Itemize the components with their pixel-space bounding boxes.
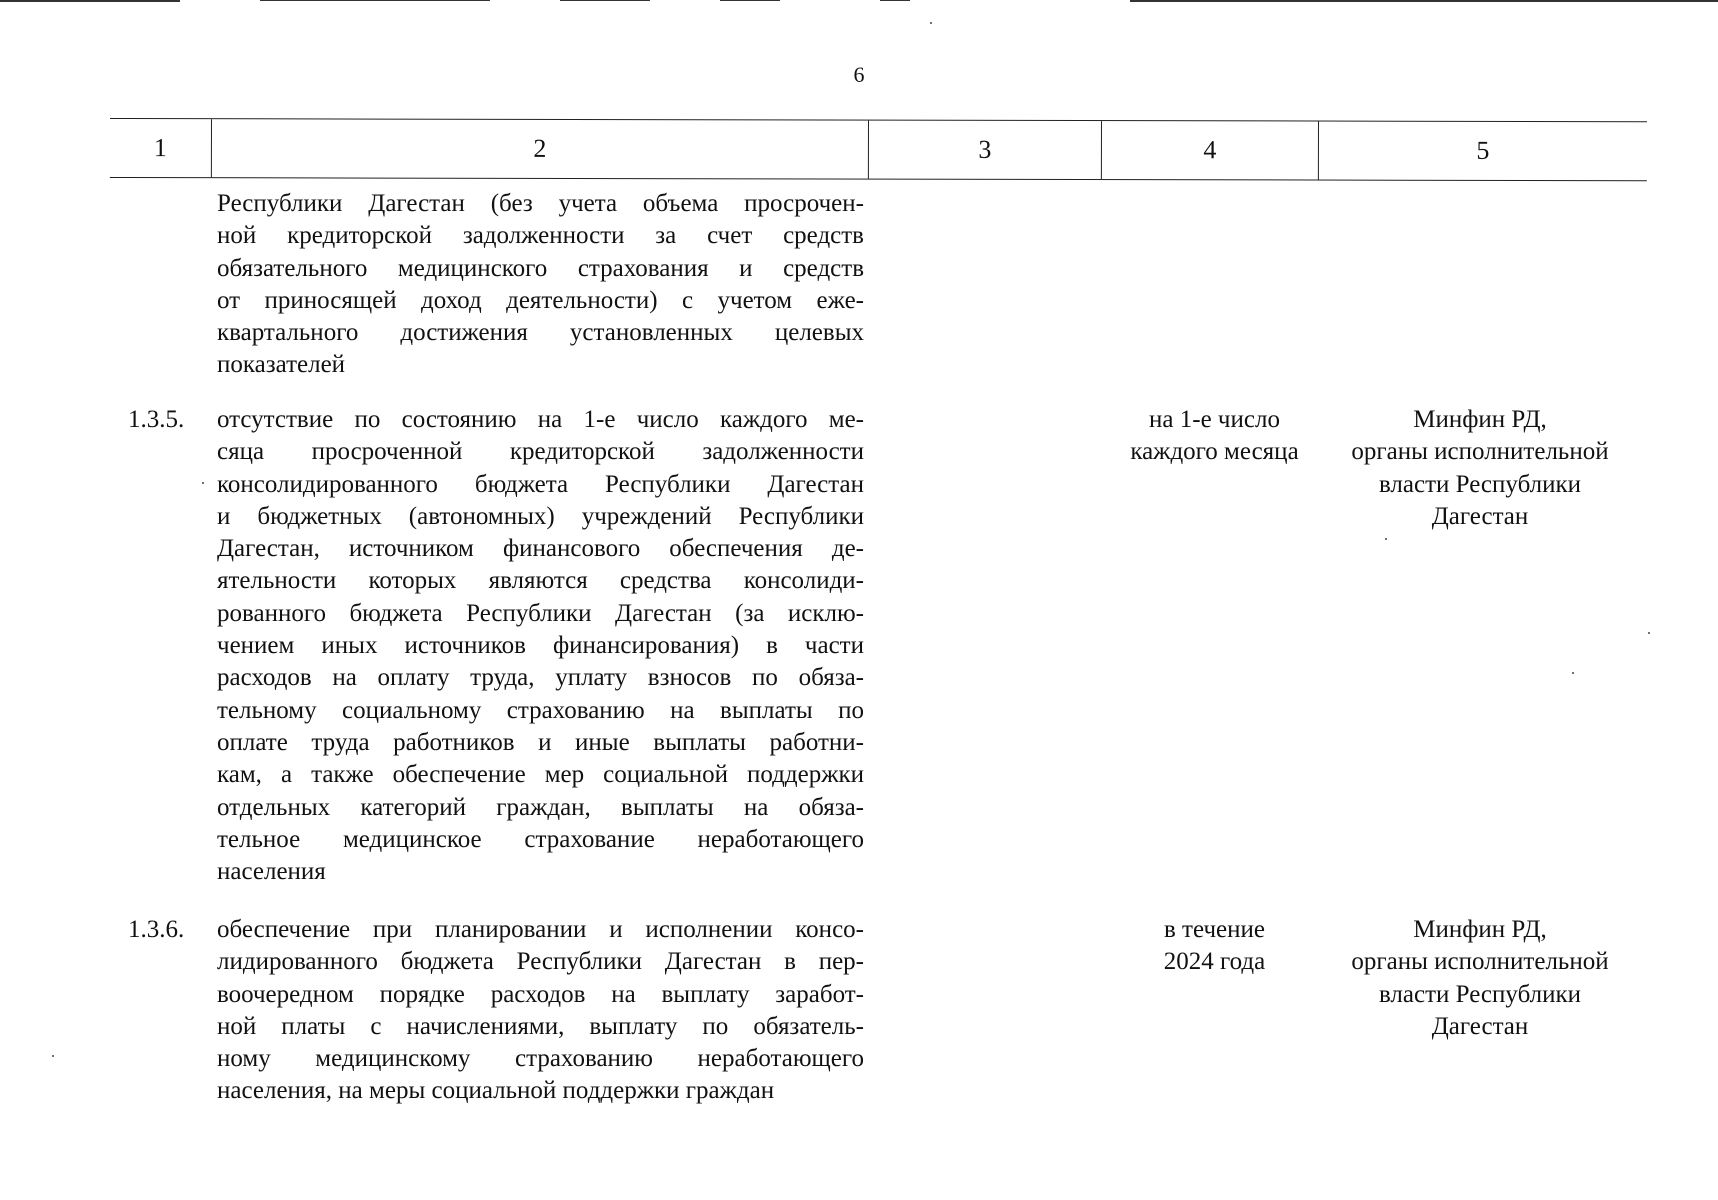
description-line: Республики Дагестан (без учета объема просрочен- xyxy=(217,190,864,217)
scan-artifact-line xyxy=(720,0,780,1)
header-col-1: 1 xyxy=(110,119,212,177)
responsible-line: Дагестан xyxy=(1431,1012,1529,1040)
description-line: населения, на меры социальной поддержки граждан xyxy=(217,1077,775,1105)
responsible-line: Дагестан xyxy=(1431,502,1529,530)
responsible-line: Минфин РД, xyxy=(1413,406,1547,433)
row-responsible xyxy=(1321,914,1639,1043)
description-line: населения xyxy=(217,858,326,886)
responsible-line: власти Республики xyxy=(1378,470,1582,498)
description-line: Дагестан, источником финансового обеспечения де- xyxy=(217,535,864,563)
description-line: лидированного бюджета Республики Дагестан в пер- xyxy=(217,948,864,976)
header-col-5: 5 xyxy=(1476,135,1490,165)
description-line: чением иных источников финансирования) в части xyxy=(217,632,864,660)
scan-speck xyxy=(1648,632,1650,634)
responsible-line: Минфин РД, xyxy=(1413,916,1547,943)
row-number: 1.3.6. xyxy=(128,916,185,943)
description-line: ному медицинскому страхованию неработающего xyxy=(217,1045,864,1073)
description-line: рованного бюджета Республики Дагестан (за исклю- xyxy=(217,599,864,627)
description-line: ятельности которых являются средства консолиди- xyxy=(217,567,864,595)
description-line: тельное медицинское страхование неработающего xyxy=(217,825,864,853)
description-line: обязательного медицинского страхования и средств xyxy=(217,254,864,282)
term-line: на 1-е число xyxy=(1149,406,1280,433)
row-term xyxy=(1110,404,1319,469)
scan-speck xyxy=(52,1055,54,1057)
description-line: и бюджетных (автономных) учреждений Республики xyxy=(217,502,864,530)
responsible-line: органы исполнительной xyxy=(1351,948,1609,976)
description-line: тельному социальному страхованию на выплаты по xyxy=(217,696,864,724)
description-line: консолидированного бюджета Республики Дагестан xyxy=(217,470,864,498)
description-line: ной кредиторской задолженности за счет средств xyxy=(217,222,864,250)
responsible-line: органы исполнительной xyxy=(1351,438,1609,466)
header-col-4: 4 xyxy=(1102,121,1319,179)
responsible-line: власти Республики xyxy=(1378,980,1582,1008)
scan-speck xyxy=(930,22,932,24)
row-description xyxy=(217,914,864,1108)
scan-artifact-line xyxy=(560,0,650,1)
scan-artifact-line xyxy=(1130,0,1718,2)
table-header xyxy=(110,118,1647,181)
scan-artifact-line xyxy=(0,0,180,2)
term-line: каждого месяца xyxy=(1130,438,1299,466)
description-line: отсутствие по состоянию на 1-е число каждого ме- xyxy=(217,406,864,433)
row-description xyxy=(217,404,864,888)
header-col-3: 3 xyxy=(869,121,1102,179)
description-line: расходов на оплату труда, уплату взносов по обяза- xyxy=(217,664,864,692)
description-line: кам, а также обеспечение мер социальной поддержки xyxy=(217,761,864,789)
row-responsible xyxy=(1321,404,1639,533)
description-line: показателей xyxy=(217,351,346,379)
term-line: в течение xyxy=(1164,916,1265,943)
description-line: от приносящей доход деятельности) с учетом еже- xyxy=(217,286,864,314)
row-description xyxy=(217,188,864,382)
description-line: ной платы с начислениями, выплату по обязатель- xyxy=(217,1012,864,1040)
row-term xyxy=(1110,914,1319,979)
term-line: 2024 года xyxy=(1163,948,1266,976)
scan-speck xyxy=(202,482,204,484)
scan-speck xyxy=(1572,672,1574,674)
description-line: квартального достижения установленных целевых xyxy=(217,319,864,347)
description-line: сяца просроченной кредиторской задолженности xyxy=(217,438,864,466)
scan-artifact-line xyxy=(880,0,910,1)
scan-artifact-line xyxy=(260,0,490,1)
description-line: обеспечение при планировании и исполнении консо- xyxy=(217,916,864,943)
description-line: оплате труда работников и иные выплаты работни- xyxy=(217,728,864,756)
header-col-2: 2 xyxy=(212,119,869,178)
row-number: 1.3.5. xyxy=(128,406,185,433)
scan-speck xyxy=(1385,538,1387,540)
page-number: 6 xyxy=(853,62,865,87)
description-line: отдельных категорий граждан, выплаты на обяза- xyxy=(217,793,864,821)
description-line: воочередном порядке расходов на выплату заработ- xyxy=(217,980,864,1008)
